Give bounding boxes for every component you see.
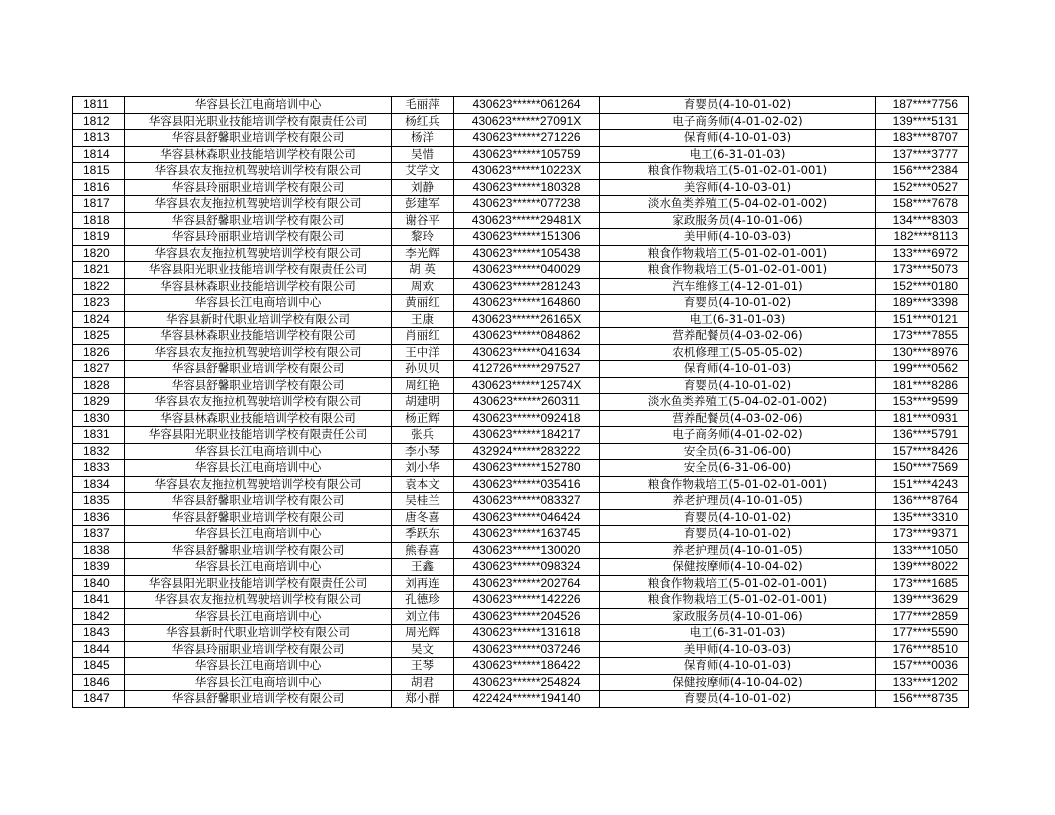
school-name: 华容县农友拖拉机驾驶培训学校有限公司 [125, 344, 392, 361]
phone-number: 135****3310 [876, 509, 969, 526]
id-number: 430623******046424 [454, 509, 600, 526]
id-number: 430623******037246 [454, 641, 600, 658]
occupation: 美容师(4-10-03-01) [600, 179, 876, 196]
person-name: 熊春喜 [392, 542, 454, 559]
table-row [73, 559, 969, 576]
row-number: 1827 [73, 361, 125, 378]
phone-number: 134****8303 [876, 212, 969, 229]
table-row [73, 113, 969, 130]
table-row [73, 229, 969, 246]
id-number: 430623******061264 [454, 97, 600, 114]
phone-number: 181****8286 [876, 377, 969, 394]
occupation: 营养配餐员(4-03-02-06) [600, 410, 876, 427]
occupation: 养老护理员(4-10-01-05) [600, 542, 876, 559]
person-name: 黄丽红 [392, 295, 454, 312]
id-number: 430623******271226 [454, 130, 600, 147]
person-name: 艾学文 [392, 163, 454, 180]
id-number: 430623******204526 [454, 608, 600, 625]
school-name: 华容县农友拖拉机驾驶培训学校有限公司 [125, 592, 392, 609]
phone-number: 151****0121 [876, 311, 969, 328]
school-name: 华容县农友拖拉机驾驶培训学校有限公司 [125, 245, 392, 262]
table-row [73, 575, 969, 592]
phone-number: 139****3629 [876, 592, 969, 609]
occupation: 安全员(6-31-06-00) [600, 443, 876, 460]
phone-number: 176****8510 [876, 641, 969, 658]
occupation: 美甲师(4-10-03-03) [600, 229, 876, 246]
occupation: 育婴员(4-10-01-02) [600, 377, 876, 394]
person-name: 彭建军 [392, 196, 454, 213]
phone-number: 157****0036 [876, 658, 969, 675]
row-number: 1817 [73, 196, 125, 213]
school-name: 华容县新时代职业培训学校有限公司 [125, 625, 392, 642]
occupation: 保育师(4-10-01-03) [600, 658, 876, 675]
occupation: 保育师(4-10-01-03) [600, 361, 876, 378]
school-name: 华容县农友拖拉机驾驶培训学校有限公司 [125, 196, 392, 213]
occupation: 保健按摩师(4-10-04-02) [600, 559, 876, 576]
occupation: 家政服务员(4-10-01-06) [600, 608, 876, 625]
person-name: 周光辉 [392, 625, 454, 642]
school-name: 华容县玲丽职业培训学校有限公司 [125, 229, 392, 246]
person-name: 李光辉 [392, 245, 454, 262]
person-name: 张兵 [392, 427, 454, 444]
person-name: 胡君 [392, 674, 454, 691]
school-name: 华容县长江电商培训中心 [125, 559, 392, 576]
phone-number: 182****8113 [876, 229, 969, 246]
table-row [73, 493, 969, 510]
table-row [73, 311, 969, 328]
id-number: 430623******092418 [454, 410, 600, 427]
school-name: 华容县林森职业技能培训学校有限公司 [125, 146, 392, 163]
table-row [73, 427, 969, 444]
school-name: 华容县长江电商培训中心 [125, 295, 392, 312]
phone-number: 150****7569 [876, 460, 969, 477]
person-name: 毛丽萍 [392, 97, 454, 114]
table-row [73, 674, 969, 691]
school-name: 华容县阳光职业技能培训学校有限责任公司 [125, 262, 392, 279]
school-name: 华容县舒馨职业培训学校有限公司 [125, 542, 392, 559]
person-name: 杨洋 [392, 130, 454, 147]
phone-number: 136****5791 [876, 427, 969, 444]
phone-number: 189****3398 [876, 295, 969, 312]
id-number: 430623******27091X [454, 113, 600, 130]
id-number: 430623******164860 [454, 295, 600, 312]
school-name: 华容县舒馨职业培训学校有限公司 [125, 361, 392, 378]
table-row [73, 443, 969, 460]
phone-number: 136****8764 [876, 493, 969, 510]
table-row [73, 608, 969, 625]
person-name: 王琴 [392, 658, 454, 675]
row-number: 1841 [73, 592, 125, 609]
person-name: 孔德珍 [392, 592, 454, 609]
occupation: 电工(6-31-01-03) [600, 311, 876, 328]
row-number: 1816 [73, 179, 125, 196]
occupation: 育婴员(4-10-01-02) [600, 509, 876, 526]
row-number: 1814 [73, 146, 125, 163]
person-name: 郑小群 [392, 691, 454, 708]
person-name: 吴文 [392, 641, 454, 658]
person-name: 胡 英 [392, 262, 454, 279]
id-number: 430623******084862 [454, 328, 600, 345]
occupation: 电子商务师(4-01-02-02) [600, 427, 876, 444]
row-number: 1830 [73, 410, 125, 427]
row-number: 1831 [73, 427, 125, 444]
row-number: 1815 [73, 163, 125, 180]
row-number: 1838 [73, 542, 125, 559]
occupation: 汽车维修工(4-12-01-01) [600, 278, 876, 295]
row-number: 1811 [73, 97, 125, 114]
phone-number: 156****2384 [876, 163, 969, 180]
table-row [73, 163, 969, 180]
person-name: 袁本文 [392, 476, 454, 493]
occupation: 电工(6-31-01-03) [600, 146, 876, 163]
phone-number: 157****8426 [876, 443, 969, 460]
person-name: 周红艳 [392, 377, 454, 394]
id-number: 430623******142226 [454, 592, 600, 609]
table-body [73, 97, 969, 708]
occupation: 育婴员(4-10-01-02) [600, 691, 876, 708]
school-name: 华容县舒馨职业培训学校有限公司 [125, 509, 392, 526]
school-name: 华容县新时代职业培训学校有限公司 [125, 311, 392, 328]
id-number: 430623******041634 [454, 344, 600, 361]
occupation: 淡水鱼类养殖工(5-04-02-01-002) [600, 196, 876, 213]
row-number: 1835 [73, 493, 125, 510]
id-number: 412726******297527 [454, 361, 600, 378]
person-name: 黎玲 [392, 229, 454, 246]
occupation: 安全员(6-31-06-00) [600, 460, 876, 477]
occupation: 育婴员(4-10-01-02) [600, 295, 876, 312]
person-name: 杨正辉 [392, 410, 454, 427]
id-number: 430623******26165X [454, 311, 600, 328]
table-row [73, 278, 969, 295]
table-row [73, 658, 969, 675]
row-number: 1839 [73, 559, 125, 576]
table-row [73, 476, 969, 493]
table-row [73, 542, 969, 559]
person-name: 唐冬喜 [392, 509, 454, 526]
phone-number: 133****1050 [876, 542, 969, 559]
occupation: 淡水鱼类养殖工(5-04-02-01-002) [600, 394, 876, 411]
school-name: 华容县舒馨职业培训学校有限公司 [125, 377, 392, 394]
row-number: 1836 [73, 509, 125, 526]
row-number: 1826 [73, 344, 125, 361]
phone-number: 156****8735 [876, 691, 969, 708]
table-row [73, 394, 969, 411]
table-row [73, 377, 969, 394]
occupation: 营养配餐员(4-03-02-06) [600, 328, 876, 345]
table-row [73, 262, 969, 279]
school-name: 华容县阳光职业技能培训学校有限责任公司 [125, 113, 392, 130]
table-row [73, 212, 969, 229]
id-number: 430623******29481X [454, 212, 600, 229]
id-number: 430623******151306 [454, 229, 600, 246]
school-name: 华容县林森职业技能培训学校有限公司 [125, 278, 392, 295]
table-row [73, 196, 969, 213]
id-number: 430623******105759 [454, 146, 600, 163]
occupation: 粮食作物栽培工(5-01-02-01-001) [600, 592, 876, 609]
person-name: 刘静 [392, 179, 454, 196]
phone-number: 137****3777 [876, 146, 969, 163]
table-row [73, 361, 969, 378]
school-name: 华容县林森职业技能培训学校有限公司 [125, 410, 392, 427]
row-number: 1828 [73, 377, 125, 394]
school-name: 华容县长江电商培训中心 [125, 97, 392, 114]
table-row [73, 344, 969, 361]
occupation: 家政服务员(4-10-01-06) [600, 212, 876, 229]
row-number: 1822 [73, 278, 125, 295]
person-name: 吴桂兰 [392, 493, 454, 510]
phone-number: 133****1202 [876, 674, 969, 691]
school-name: 华容县长江电商培训中心 [125, 674, 392, 691]
person-name: 吴惜 [392, 146, 454, 163]
phone-number: 173****1685 [876, 575, 969, 592]
occupation: 粮食作物栽培工(5-01-02-01-001) [600, 575, 876, 592]
table-row [73, 509, 969, 526]
row-number: 1843 [73, 625, 125, 642]
phone-number: 173****7855 [876, 328, 969, 345]
id-number: 430623******260311 [454, 394, 600, 411]
school-name: 华容县舒馨职业培训学校有限公司 [125, 493, 392, 510]
id-number: 430623******130020 [454, 542, 600, 559]
id-number: 430623******10223X [454, 163, 600, 180]
id-number: 430623******131618 [454, 625, 600, 642]
occupation: 粮食作物栽培工(5-01-02-01-001) [600, 476, 876, 493]
table-row [73, 691, 969, 708]
row-number: 1837 [73, 526, 125, 543]
table-row [73, 245, 969, 262]
row-number: 1844 [73, 641, 125, 658]
person-name: 刘立伟 [392, 608, 454, 625]
trainee-table [72, 96, 969, 708]
occupation: 养老护理员(4-10-01-05) [600, 493, 876, 510]
id-number: 430623******180328 [454, 179, 600, 196]
phone-number: 177****2859 [876, 608, 969, 625]
phone-number: 177****5590 [876, 625, 969, 642]
table-row [73, 641, 969, 658]
school-name: 华容县阳光职业技能培训学校有限责任公司 [125, 427, 392, 444]
phone-number: 183****8707 [876, 130, 969, 147]
occupation: 粮食作物栽培工(5-01-02-01-001) [600, 262, 876, 279]
school-name: 华容县农友拖拉机驾驶培训学校有限公司 [125, 394, 392, 411]
person-name: 周欢 [392, 278, 454, 295]
occupation: 粮食作物栽培工(5-01-02-01-001) [600, 163, 876, 180]
id-number: 430623******254824 [454, 674, 600, 691]
table-row [73, 328, 969, 345]
phone-number: 139****5131 [876, 113, 969, 130]
occupation: 农机修理工(5-05-05-02) [600, 344, 876, 361]
row-number: 1845 [73, 658, 125, 675]
person-name: 肖丽红 [392, 328, 454, 345]
school-name: 华容县农友拖拉机驾驶培训学校有限公司 [125, 476, 392, 493]
id-number: 432924******283222 [454, 443, 600, 460]
school-name: 华容县长江电商培训中心 [125, 460, 392, 477]
row-number: 1818 [73, 212, 125, 229]
phone-number: 181****0931 [876, 410, 969, 427]
table-row [73, 625, 969, 642]
phone-number: 152****0527 [876, 179, 969, 196]
occupation: 育婴员(4-10-01-02) [600, 97, 876, 114]
person-name: 王中洋 [392, 344, 454, 361]
person-name: 孙贝贝 [392, 361, 454, 378]
row-number: 1829 [73, 394, 125, 411]
table-row [73, 526, 969, 543]
occupation: 育婴员(4-10-01-02) [600, 526, 876, 543]
id-number: 422424******194140 [454, 691, 600, 708]
id-number: 430623******035416 [454, 476, 600, 493]
id-number: 430623******152780 [454, 460, 600, 477]
row-number: 1824 [73, 311, 125, 328]
row-number: 1833 [73, 460, 125, 477]
school-name: 华容县长江电商培训中心 [125, 658, 392, 675]
phone-number: 151****4243 [876, 476, 969, 493]
person-name: 王鑫 [392, 559, 454, 576]
phone-number: 173****5073 [876, 262, 969, 279]
person-name: 季跃东 [392, 526, 454, 543]
person-name: 谢谷平 [392, 212, 454, 229]
occupation: 保育师(4-10-01-03) [600, 130, 876, 147]
phone-number: 199****0562 [876, 361, 969, 378]
row-number: 1840 [73, 575, 125, 592]
person-name: 刘再连 [392, 575, 454, 592]
id-number: 430623******202764 [454, 575, 600, 592]
row-number: 1821 [73, 262, 125, 279]
phone-number: 158****7678 [876, 196, 969, 213]
school-name: 华容县林森职业技能培训学校有限公司 [125, 328, 392, 345]
id-number: 430623******098324 [454, 559, 600, 576]
school-name: 华容县舒馨职业培训学校有限公司 [125, 212, 392, 229]
occupation: 电工(6-31-01-03) [600, 625, 876, 642]
person-name: 胡建明 [392, 394, 454, 411]
id-number: 430623******281243 [454, 278, 600, 295]
id-number: 430623******040029 [454, 262, 600, 279]
phone-number: 187****7756 [876, 97, 969, 114]
school-name: 华容县长江电商培训中心 [125, 526, 392, 543]
table-row [73, 179, 969, 196]
school-name: 华容县舒馨职业培训学校有限公司 [125, 691, 392, 708]
phone-number: 173****9371 [876, 526, 969, 543]
table-row [73, 130, 969, 147]
school-name: 华容县阳光职业技能培训学校有限责任公司 [125, 575, 392, 592]
school-name: 华容县长江电商培训中心 [125, 443, 392, 460]
school-name: 华容县农友拖拉机驾驶培训学校有限公司 [125, 163, 392, 180]
row-number: 1819 [73, 229, 125, 246]
phone-number: 133****6972 [876, 245, 969, 262]
occupation: 电子商务师(4-01-02-02) [600, 113, 876, 130]
row-number: 1823 [73, 295, 125, 312]
person-name: 杨红兵 [392, 113, 454, 130]
row-number: 1825 [73, 328, 125, 345]
row-number: 1847 [73, 691, 125, 708]
table-row [73, 97, 969, 114]
table-row [73, 295, 969, 312]
id-number: 430623******184217 [454, 427, 600, 444]
table-row [73, 460, 969, 477]
id-number: 430623******105438 [454, 245, 600, 262]
occupation: 美甲师(4-10-03-03) [600, 641, 876, 658]
id-number: 430623******077238 [454, 196, 600, 213]
table-row [73, 410, 969, 427]
id-number: 430623******083327 [454, 493, 600, 510]
phone-number: 153****9599 [876, 394, 969, 411]
row-number: 1846 [73, 674, 125, 691]
phone-number: 152****0180 [876, 278, 969, 295]
occupation: 粮食作物栽培工(5-01-02-01-001) [600, 245, 876, 262]
phone-number: 130****8976 [876, 344, 969, 361]
person-name: 刘小华 [392, 460, 454, 477]
school-name: 华容县玲丽职业培训学校有限公司 [125, 179, 392, 196]
id-number: 430623******186422 [454, 658, 600, 675]
row-number: 1842 [73, 608, 125, 625]
row-number: 1813 [73, 130, 125, 147]
person-name: 李小琴 [392, 443, 454, 460]
id-number: 430623******12574X [454, 377, 600, 394]
table-row [73, 146, 969, 163]
table-row [73, 592, 969, 609]
row-number: 1832 [73, 443, 125, 460]
school-name: 华容县长江电商培训中心 [125, 608, 392, 625]
person-name: 王康 [392, 311, 454, 328]
occupation: 保健按摩师(4-10-04-02) [600, 674, 876, 691]
row-number: 1820 [73, 245, 125, 262]
row-number: 1812 [73, 113, 125, 130]
school-name: 华容县玲丽职业培训学校有限公司 [125, 641, 392, 658]
school-name: 华容县舒馨职业培训学校有限公司 [125, 130, 392, 147]
row-number: 1834 [73, 476, 125, 493]
id-number: 430623******163745 [454, 526, 600, 543]
phone-number: 139****8022 [876, 559, 969, 576]
